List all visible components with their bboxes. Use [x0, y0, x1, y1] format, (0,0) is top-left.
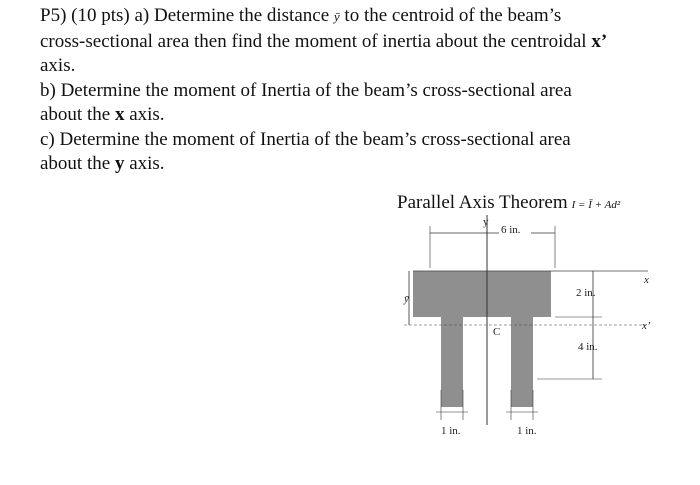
- xprime-symbol: x’: [591, 30, 608, 52]
- xprime-axis-label: x’: [642, 320, 651, 332]
- dimension-top-label: 6 in.: [501, 224, 521, 236]
- dimension-flange-label: 2 in.: [576, 287, 596, 299]
- ybar-symbol: ȳ: [333, 9, 340, 24]
- right-leg-label: 1 in.: [517, 425, 537, 437]
- part-b-line-2: about the x axis.: [40, 104, 165, 125]
- beam-right-leg: [511, 317, 533, 407]
- ybar-label: ȳ: [404, 293, 409, 305]
- part-b-line-1: b) Determine the moment of Inertia of the beam’s cross-sectional area: [40, 79, 572, 101]
- part-c-line-1: c) Determine the moment of Inertia of the beam’s cross-sectional area: [40, 128, 571, 150]
- part-c-line-2: about the y axis.: [40, 153, 165, 174]
- beam-flange: [413, 271, 551, 317]
- beam-left-leg: [441, 317, 463, 407]
- x-axis-label: x: [644, 274, 649, 286]
- part-a-line-1: P5) (10 pts) a) Determine the distance ȳ to the centroid of the beam’s: [40, 5, 562, 26]
- dimension-web-label: 4 in.: [578, 341, 598, 353]
- theorem-formula: I = Ī + Ad²: [571, 199, 621, 211]
- left-leg-label: 1 in.: [441, 425, 461, 437]
- y-axis-label: y: [483, 216, 489, 228]
- theorem-title: Parallel Axis Theorem: [397, 192, 568, 213]
- part-a-line-2: cross-sectional area then find the moment of inertia about the centroidal x’: [40, 30, 608, 52]
- part-a-line-3: axis.: [40, 55, 76, 76]
- centroid-label: C: [493, 326, 501, 338]
